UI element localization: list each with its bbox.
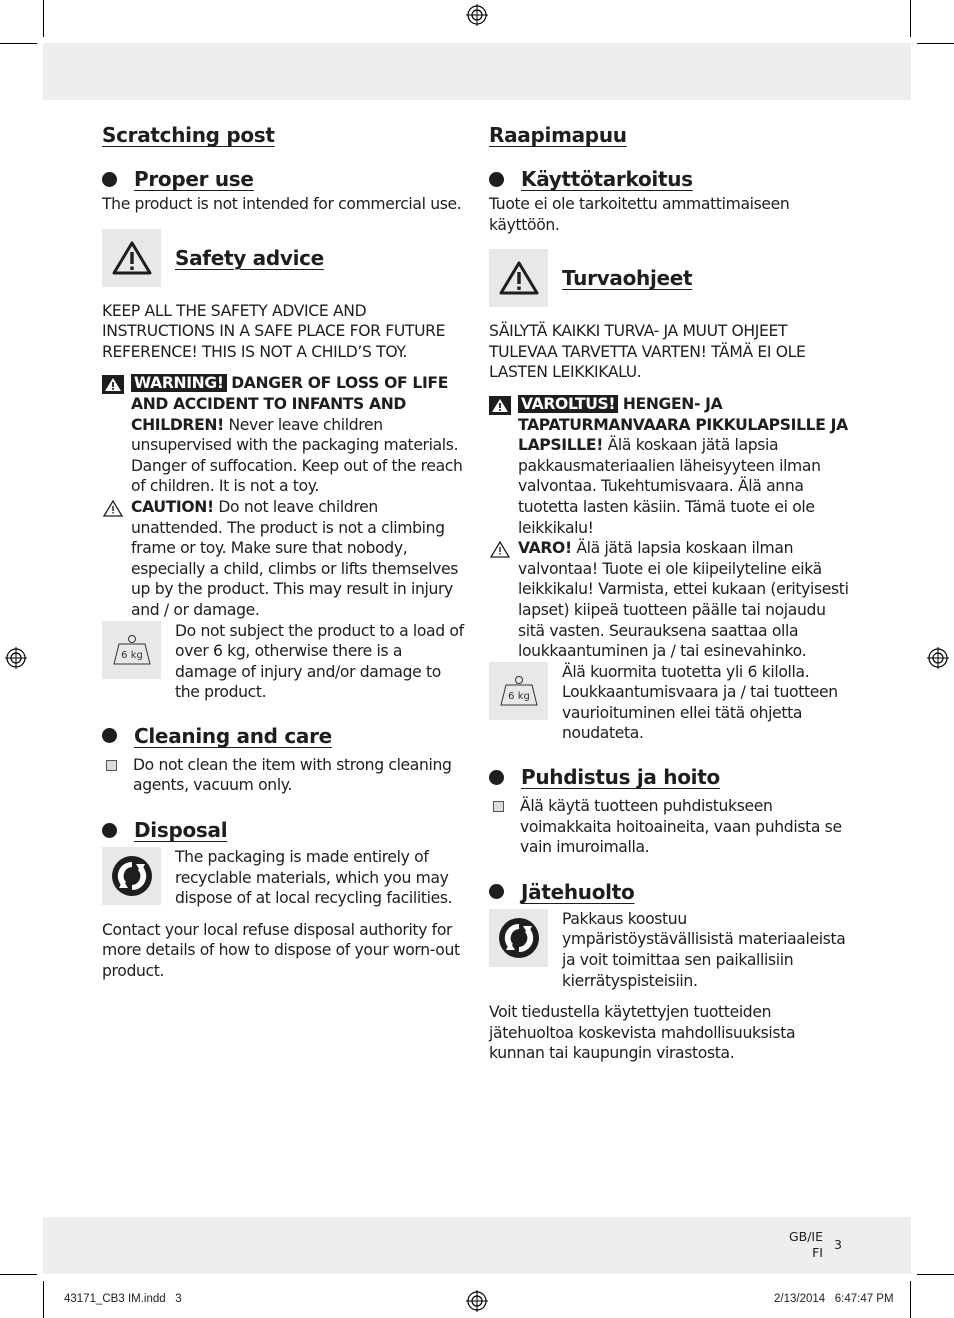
warning-text xyxy=(131,373,467,497)
caution-text xyxy=(131,497,467,621)
registration-mark-icon xyxy=(466,1290,488,1312)
recycling-green-dot-icon xyxy=(489,909,548,967)
section-heading xyxy=(102,817,467,843)
load-block xyxy=(102,621,467,703)
print-slug-file: 43171_CB3 IM.indd 3 xyxy=(64,1293,182,1305)
caution-triangle-icon xyxy=(489,540,511,559)
bullet-icon xyxy=(489,770,504,785)
warning-bold: DANGER OF LOSS OF LIFE AND ACCIDENT TO INFANTS AND CHILDREN! xyxy=(131,374,448,434)
bullet-icon xyxy=(102,172,117,187)
disposal-contact-text: Contact your local refuse disposal authority for more details of how to dispose of your worn-out product. xyxy=(102,920,460,981)
section-heading xyxy=(489,879,854,905)
safety-advice-heading-fi: Turvaohjeet xyxy=(562,266,693,291)
weight-6kg-icon xyxy=(102,621,161,679)
section-heading xyxy=(489,166,854,192)
cleaning-heading: Cleaning and care xyxy=(134,723,332,748)
warning-triangle-icon xyxy=(489,249,548,307)
warning-triangle-icon xyxy=(102,229,161,287)
registration-mark-icon xyxy=(927,647,949,669)
disposal-heading: Disposal xyxy=(134,818,228,843)
caution-bold: CAUTION! xyxy=(131,497,214,516)
proper-use-heading-fi: Käyttötarkoitus xyxy=(521,167,693,191)
warning-filled-icon xyxy=(489,396,511,415)
proper-use-heading: Proper use xyxy=(134,167,254,191)
list-item xyxy=(102,755,467,796)
bullet-icon xyxy=(102,728,117,743)
language-code-fi: FI xyxy=(812,1245,823,1260)
crop-mark xyxy=(910,1281,911,1318)
section-heading xyxy=(102,723,467,749)
warning-block-fi xyxy=(489,394,854,538)
crop-mark xyxy=(43,1281,44,1318)
load-block-fi xyxy=(489,662,854,744)
warning-block xyxy=(102,373,467,497)
registration-mark-icon xyxy=(5,647,27,669)
proper-use-text: The product is not intended for commercial use. xyxy=(102,195,462,213)
warning-badge: WARNING! xyxy=(131,374,227,392)
load-text: Do not subject the product to a load of over 6 kg, otherwise there is a damage of injury and/or damage to the product. xyxy=(175,621,464,702)
page-number: 3 xyxy=(834,1237,842,1252)
disposal-block xyxy=(102,847,467,909)
warning-body-fi: Älä koskaan jätä lapsia pakkausmateriaalien läheisyyteen ilman valvontaa. Tukehtumisvaara. Älä anna tuotetta lasten käsiin. Tämä tuote ei ole leikkikalu! xyxy=(518,436,821,537)
caution-triangle-icon xyxy=(102,499,124,518)
warning-text-fi xyxy=(518,394,854,538)
caution-body: Do not leave children unattended. The product is not a climbing frame or toy. Make sure that nobody, especially a child, climbs or lifts themselves up by the product. This may result in injury and / or damage. xyxy=(131,497,459,619)
proper-use-text-fi: Tuote ei ole tarkoitettu ammattimaiseen käyttöön. xyxy=(489,195,790,234)
caution-bold-fi: VARO! xyxy=(518,539,572,558)
crop-mark xyxy=(910,0,911,37)
safety-heading-row-fi xyxy=(489,249,854,307)
caution-block-fi xyxy=(489,538,854,662)
weight-label: 6 kg xyxy=(120,649,143,661)
cleaning-text: Do not clean the item with strong cleaning agents, vacuum only. xyxy=(133,755,452,795)
bullet-icon xyxy=(489,884,504,899)
safety-heading-row xyxy=(102,229,467,287)
registration-mark-icon xyxy=(466,4,488,26)
page-title: Scratching post xyxy=(102,123,275,147)
page-title-fi: Raapimapuu xyxy=(489,123,627,147)
square-bullet-icon xyxy=(493,801,504,812)
bullet-icon xyxy=(102,823,117,838)
disposal-text-fi: Pakkaus koostuu ympäristöystävällisistä materiaaleista ja voit toimittaa sen paikallisiin kierrätyspisteisiin. xyxy=(562,909,846,990)
cleaning-heading-fi: Puhdistus ja hoito xyxy=(521,765,720,790)
language-code-gb: GB/IE xyxy=(788,1229,823,1244)
safety-caps-text-fi: SÄILYTÄ KAIKKI TURVA- JA MUUT OHJEET TULEVAA TARVETTA VARTEN! TÄMÄ EI OLE LASTEN LEIKKIKALU. xyxy=(489,322,806,382)
print-slug-datetime: 2/13/2014 6:47:47 PM xyxy=(774,1293,894,1305)
recycling-green-dot-icon xyxy=(102,847,161,905)
language-codes xyxy=(776,1229,823,1261)
list-item xyxy=(489,796,854,858)
section-heading xyxy=(489,764,854,790)
column-finnish xyxy=(489,122,854,1064)
disposal-block-fi xyxy=(489,909,854,991)
disposal-text: The packaging is made entirely of recyclable materials, which you may dispose of at local recycling facilities. xyxy=(175,848,453,908)
section-heading xyxy=(102,166,467,192)
safety-caps-text: KEEP ALL THE SAFETY ADVICE AND INSTRUCTIONS IN A SAFE PLACE FOR FUTURE REFERENCE! THIS IS NOT A CHILD’S TOY. xyxy=(102,301,446,361)
header-band xyxy=(43,43,911,100)
warning-body: Never leave children unsupervised with the packaging materials. Danger of suffocation. Keep out of the reach of children. It is not a toy. xyxy=(131,415,463,496)
weight-label-fi: 6 kg xyxy=(507,690,530,702)
warning-filled-icon xyxy=(102,375,124,394)
crop-mark xyxy=(0,43,37,44)
crop-mark xyxy=(0,1274,37,1275)
cleaning-text-fi: Älä käytä tuotteen puhdistukseen voimakkaita hoitoaineita, vaan puhdista se vain imuroimalla. xyxy=(520,797,842,857)
crop-mark xyxy=(917,43,954,44)
warning-badge-fi: VAROLTUS! xyxy=(518,395,618,413)
disposal-contact-text-fi: Voit tiedustella käytettyjen tuotteiden jätehuoltoa koskevista mahdollisuuksista kunnan tai kaupungin virastosta. xyxy=(489,1003,796,1063)
caution-body-fi: Älä jätä lapsia koskaan ilman valvontaa! Tuote ei ole kiipeilyteline eikä leikkikalu! Varmista, ettei kukaan (erityisesti lapset) kiipeä tuotteen päälle tai nojaudu sitä vasten. Seurauksena saattaa olla loukkaantuminen ja / tai esinevahinko. xyxy=(518,539,849,661)
bullet-icon xyxy=(489,172,504,187)
square-bullet-icon xyxy=(106,760,117,771)
caution-text-fi xyxy=(518,538,854,662)
disposal-heading-fi: Jätehuolto xyxy=(521,879,635,904)
weight-6kg-icon xyxy=(489,662,548,720)
load-text-fi: Älä kuormita tuotetta yli 6 kilolla. Loukkaantumisvaara ja / tai tuotteen vaurioituminen ellei tätä ohjetta noudateta. xyxy=(562,662,838,743)
crop-mark xyxy=(917,1274,954,1275)
caution-block xyxy=(102,497,467,621)
crop-mark xyxy=(43,0,44,37)
warning-bold-fi: HENGEN- JA TAPATURMANVAARA PIKKULAPSILLE JA LAPSILLE! xyxy=(518,394,848,455)
safety-advice-heading: Safety advice xyxy=(175,245,324,270)
column-english xyxy=(102,122,467,982)
